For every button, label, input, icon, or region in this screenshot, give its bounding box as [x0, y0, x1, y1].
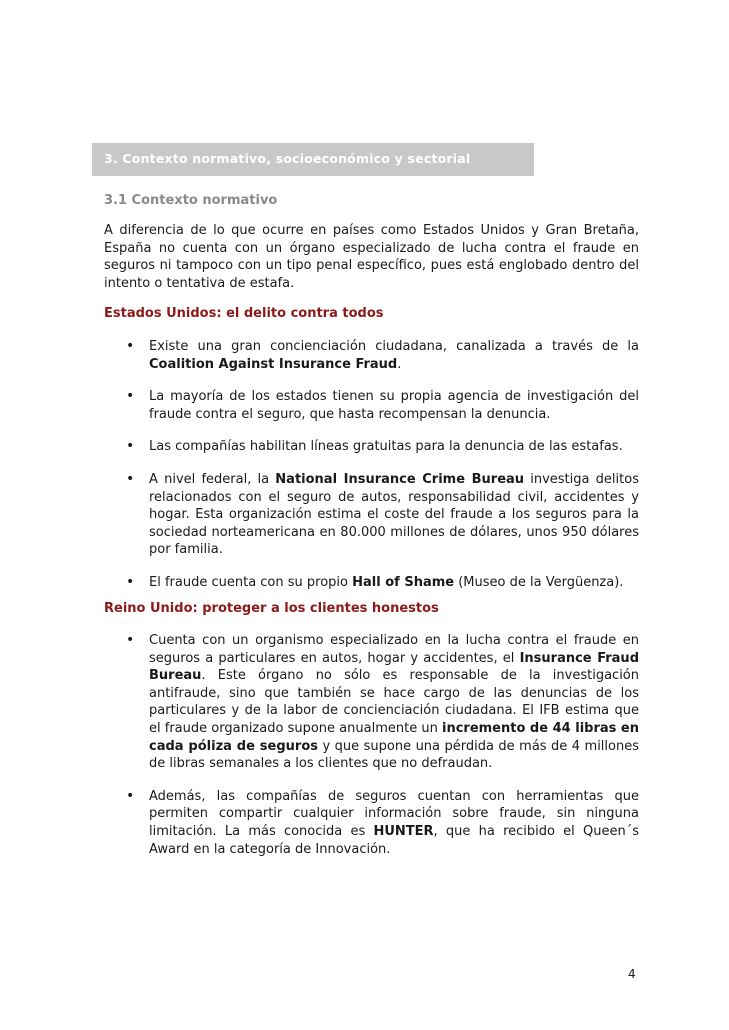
subsection-title: 3.1 Contexto normativo [104, 193, 278, 208]
text-run: investiga delitos relacionados con el seguro de autos, responsabilidad civil, accidentes y hogar. Esta organización estima el coste del fraude a los seguros para la sociedad norteamericana en 80.000 millones de dólares, unos 950 dólares por familia. [149, 471, 639, 558]
list-item-text [149, 788, 639, 858]
intro-paragraph: A diferencia de lo que ocurre en países como Estados Unidos y Gran Bretaña, España no cuenta con un órgano especializado de lucha contra el fraude en seguros ni tampoco con un tipo penal específico, pues está englobado dentro del intento o tentativa de estafa. [104, 223, 639, 291]
bold-text: Insurance Fraud Bureau [149, 650, 639, 684]
bullet-icon: • [126, 470, 135, 487]
bullet-icon: • [126, 438, 135, 455]
text-run: El fraude cuenta con su propio [149, 574, 353, 590]
bullet-icon: • [126, 632, 135, 649]
text-run: Cuenta con un organismo especializado en la lucha contra el fraude en seguros a particulares en autos, hogar y accidentes, el [149, 633, 639, 666]
text-run: . [397, 356, 402, 372]
text-run: , que ha recibido el Queen´s Award en la categoría de Innovación. [149, 824, 640, 857]
us-list [104, 338, 639, 592]
bold-text: Coalition Against Insurance Fraud [149, 356, 398, 372]
bullet-icon: • [126, 388, 135, 405]
bullet-icon: • [126, 787, 135, 804]
bold-text: National Insurance Crime Bureau [275, 471, 525, 487]
section-title: 3. Contexto normativo, socioeconómico y sectorial [104, 151, 471, 166]
text-run: Además, las compañías de seguros cuentan con herramientas que permiten compartir cualquier información sobre fraude, sin ninguna limitación. La más conocida es [149, 788, 639, 840]
list-item-text [149, 574, 639, 592]
body-content [104, 222, 639, 873]
bold-text: incremento de 44 libras en cada póliza de seguros [149, 721, 639, 754]
list-item-text [149, 338, 639, 373]
text-run: A nivel federal, la [149, 471, 276, 487]
list-item-text [149, 471, 639, 559]
text-run: . Este órgano no sólo es responsable de la investigación antifraude, sino que también se hace cargo de las denuncias de los particulares y de la labor de concienciación ciudadana. El IFB estima que el fraude organizado supone anualmente un [149, 668, 639, 737]
bold-text: Hall of Shame [352, 574, 455, 590]
list-item [104, 471, 639, 559]
bullet-icon: • [126, 337, 135, 354]
page-number: 4 [628, 967, 636, 981]
list-item [104, 788, 639, 858]
list-item [104, 438, 639, 456]
list-item [104, 574, 639, 592]
text-run: y que supone una pérdida de más de 4 millones de libras semanales a los clientes que no defraudan. [149, 738, 639, 772]
list-item [104, 388, 639, 423]
uk-heading: Reino Unido: proteger a los clientes honestos [104, 600, 439, 616]
uk-list [104, 632, 639, 858]
text-run: Existe una gran concienciación ciudadana, canalizada a través de la [149, 338, 639, 354]
text-run: (Museo de la Vergüenza). [454, 574, 624, 590]
bullet-icon: • [126, 573, 135, 590]
list-item [104, 338, 639, 373]
list-item [104, 632, 639, 773]
list-item-text: La mayoría de los estados tienen su propia agencia de investigación del fraude contra el seguro, que hasta recompensan la denuncia. [149, 389, 639, 422]
bold-text: HUNTER [373, 824, 434, 840]
us-heading: Estados Unidos: el delito contra todos [104, 306, 384, 322]
list-item-text [149, 632, 639, 773]
list-item-text: Las compañías habilitan líneas gratuitas para la denuncia de las estafas. [149, 439, 623, 455]
